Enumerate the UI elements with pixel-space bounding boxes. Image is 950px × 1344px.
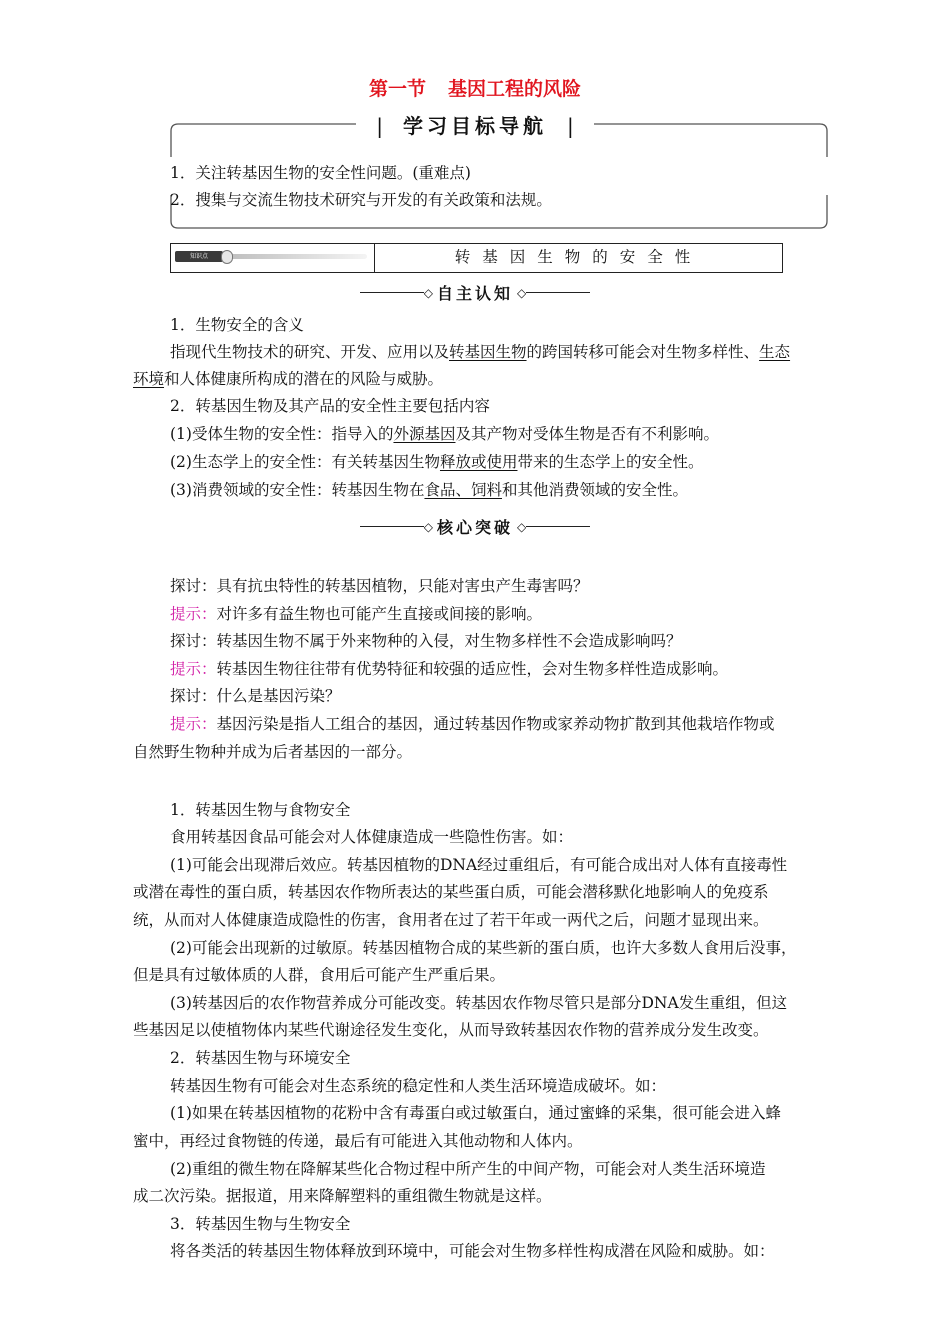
goal-item-2: 2．搜集与交流生物技术研究与开发的有关政策和法规。 — [170, 191, 552, 209]
para-line: (1)可能会出现滞后效应。转基因植物的DNA经过重组后，有可能合成出对人体有直接毒性 — [170, 856, 788, 874]
para-line: 但是具有过敏体质的人群，食用后可能产生严重后果。 — [133, 966, 506, 984]
knowledge-point-topic: 转基因生物的安全性 — [454, 248, 703, 266]
para-line: 转基因生物有可能会对生态系统的稳定性和人类生活环境造成破坏。如： — [170, 1077, 667, 1095]
fill-answer: 环境 — [133, 370, 165, 388]
para-heading: 1．生物安全的含义 — [170, 316, 304, 334]
fill-answer: 食品、饲料 — [424, 481, 502, 499]
para-line: 将各类活的转基因生物体释放到环境中，可能会对生物多样性构成潜在风险和威胁。如： — [170, 1242, 775, 1260]
chapter-number: 第一节 — [368, 78, 426, 100]
para-line: (2)生态学上的安全性：有关转基因生物释放或使用带来的生态学上的安全性。 — [170, 453, 704, 471]
para-heading: 3．转基因生物与生物安全 — [170, 1215, 351, 1233]
para-line: (2)重组的微生物在降解某些化合物过程中所产生的中间产物，可能会对人类生活环境造 — [170, 1160, 766, 1178]
fill-answer: 释放或使用 — [439, 453, 518, 471]
para-heading: 1．转基因生物与食物安全 — [170, 801, 351, 819]
section-heading-text: 核心突破 — [436, 518, 513, 537]
para-line: (1)受体生物的安全性：指导入的外源基因及其产物对受体生物是否有不利影响。 — [170, 425, 719, 443]
question-line: 探讨：具有抗虫特性的转基因植物，只能对害虫产生毒害吗？ — [170, 577, 589, 595]
fill-answer: 生态 — [759, 343, 791, 361]
para-line: (1)如果在转基因植物的花粉中含有毒蛋白或过敏蛋白，通过蜜蜂的采集，很可能会进入蜂 — [170, 1104, 781, 1122]
hint-line: 自然野生物种并成为后者基因的一部分。 — [133, 743, 413, 761]
para-line: 指现代生物技术的研究、开发、应用以及转基因生物的跨国转移可能会对生物多样性、生态 — [170, 343, 791, 361]
para-heading: 2．转基因生物与环境安全 — [170, 1049, 351, 1067]
section-heading-text: 自主认知 — [436, 284, 513, 303]
knowledge-point-badge: 知识点 — [175, 251, 223, 262]
decorative-bar — [225, 254, 367, 259]
para-heading: 2．转基因生物及其产品的安全性主要包括内容 — [170, 397, 490, 415]
question-line: 探讨：转基因生物不属于外来物种的入侵，对生物多样性不会造成影响吗？ — [170, 632, 682, 650]
goal-item-1: 1．关注转基因生物的安全性问题。(重难点) — [170, 164, 471, 182]
hint-label: 提示： — [170, 605, 217, 623]
para-line: 或潜在毒性的蛋白质，转基因农作物所表达的某些蛋白质，可能会潜移默化地影响人的免疫系 — [133, 883, 769, 901]
para-line: 蜜中，再经过食物链的传递，最后有可能进入其他动物和人体内。 — [133, 1132, 583, 1150]
hint-label: 提示： — [170, 660, 217, 678]
para-line: (3)消费领域的安全性：转基因生物在食品、饲料和其他消费领域的安全性。 — [170, 481, 688, 499]
goals-banner: | 学习目标导航 | — [0, 110, 950, 139]
para-line: 食用转基因食品可能会对人体健康造成一些隐性伤害。如： — [170, 828, 574, 846]
hint-line: 提示：转基因生物往往带有优势特征和较强的适应性，会对生物多样性造成影响。 — [170, 660, 729, 678]
para-line: 成二次污染。据报道，用来降解塑料的重组微生物就是这样。 — [133, 1187, 552, 1205]
fill-answer: 转基因生物 — [449, 343, 527, 361]
page-title — [0, 74, 950, 101]
section-heading-self-study: ◇ 自主认知 ◇ — [0, 281, 950, 304]
para-line: (3)转基因后的农作物营养成分可能改变。转基因农作物尽管只是部分DNA发生重组，但这 — [170, 994, 788, 1012]
decorative-knob-icon — [221, 250, 233, 264]
hint-label: 提示： — [170, 715, 217, 733]
goals-banner-text: 学习目标导航 — [393, 110, 557, 139]
hint-line: 提示：基因污染是指人工组合的基因，通过转基因作物或家养动物扩散到其他栽培作物或 — [170, 715, 775, 733]
para-line: 些基因足以使植物体内某些代谢途径发生变化，从而导致转基因农作物的营养成分发生改变。 — [133, 1021, 769, 1039]
para-line: 统，从而对人体健康造成隐性的伤害，食用者在过了若干年或一两代之后，问题才显现出来。 — [133, 911, 769, 929]
knowledge-point-label-cell — [171, 244, 375, 272]
section-heading-core: ◇ 核心突破 ◇ — [0, 515, 950, 538]
fill-answer: 外源基因 — [393, 425, 456, 443]
knowledge-point-table — [170, 243, 783, 273]
chapter-name: 基因工程的风险 — [448, 78, 582, 100]
question-line: 探讨：什么是基因污染？ — [170, 687, 341, 705]
para-line: (2)可能会出现新的过敏原。转基因植物合成的某些新的蛋白质，也许大多数人食用后没事， — [170, 939, 797, 957]
para-line: 环境和人体健康所构成的潜在的风险与威胁。 — [133, 370, 444, 388]
hint-line: 提示：对许多有益生物也可能产生直接或间接的影响。 — [170, 605, 543, 623]
